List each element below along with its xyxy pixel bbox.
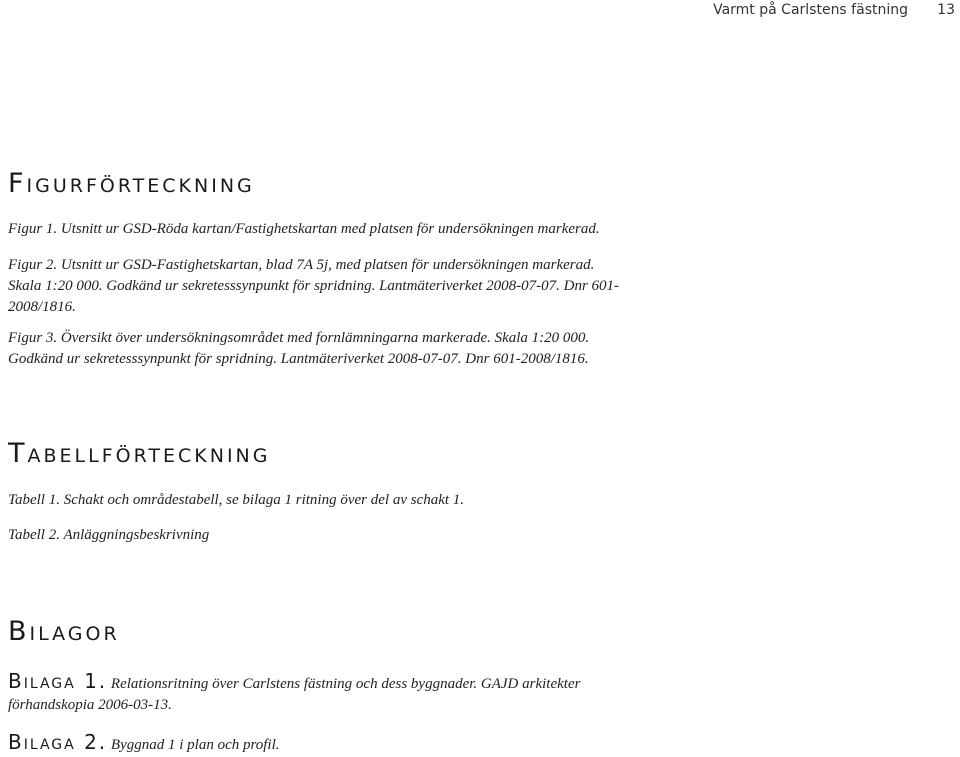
running-header bbox=[0, 0, 960, 22]
appendix-label-1: Bilaga 1. bbox=[8, 669, 108, 693]
figure-entry-2 bbox=[8, 255, 628, 318]
figure-caption-3: Översikt över undersökningsområdet med fornlämningarna markerade. Skala 1:20 000. Godkänd ur sekretesssynpunkt för spridning. Lantmäteriverket 2008-07-07. Dnr 601-2008/1816. bbox=[8, 330, 590, 367]
figure-caption-1: Utsnitt ur GSD-Röda kartan/Fastighetskartan med platsen för undersökningen markerad. bbox=[60, 221, 600, 237]
table-caption-1: Schakt och områdestabell, se bilaga 1 ritning över del av schakt 1. bbox=[63, 492, 465, 508]
figure-list-heading: Figurförteckning bbox=[8, 168, 255, 199]
figure-caption-2: Utsnitt ur GSD-Fastighetskartan, blad 7A 5j, med platsen för undersökningen markerad. Skala 1:20 000. Godkänd ur sekretesssynpunkt för spridning. Lantmäteriverket 2008-07-07. Dnr 601-2008/1816. bbox=[8, 257, 620, 315]
appendix-caption-1: Relationsritning över Carlstens fästning och dess byggnader. GAJD arkitekter förhandskopia 2006-03-13. bbox=[8, 676, 581, 713]
appendix-entry-1 bbox=[8, 671, 628, 716]
appendix-entry-2 bbox=[8, 732, 628, 756]
appendix-label-2: Bilaga 2. bbox=[8, 730, 108, 754]
appendix-list-heading: Bilagor bbox=[8, 616, 120, 647]
table-label-1: Tabell 1. bbox=[8, 492, 60, 508]
header-title: Varmt på Carlstens fästning bbox=[713, 2, 908, 18]
figure-label-1: Figur 1. bbox=[8, 221, 58, 237]
figure-entry-3 bbox=[8, 328, 628, 370]
figure-entry-1 bbox=[8, 219, 628, 240]
table-label-2: Tabell 2. bbox=[8, 527, 60, 543]
figure-label-3: Figur 3. bbox=[8, 330, 58, 346]
page-number: 13 bbox=[937, 2, 955, 18]
appendix-caption-2: Byggnad 1 i plan och profil. bbox=[110, 737, 280, 753]
table-entry-1 bbox=[8, 490, 628, 511]
figure-label-2: Figur 2. bbox=[8, 257, 58, 273]
table-caption-2: Anläggningsbeskrivning bbox=[63, 527, 210, 543]
table-entry-2 bbox=[8, 525, 628, 546]
table-list-heading: Tabellförteckning bbox=[8, 438, 271, 469]
